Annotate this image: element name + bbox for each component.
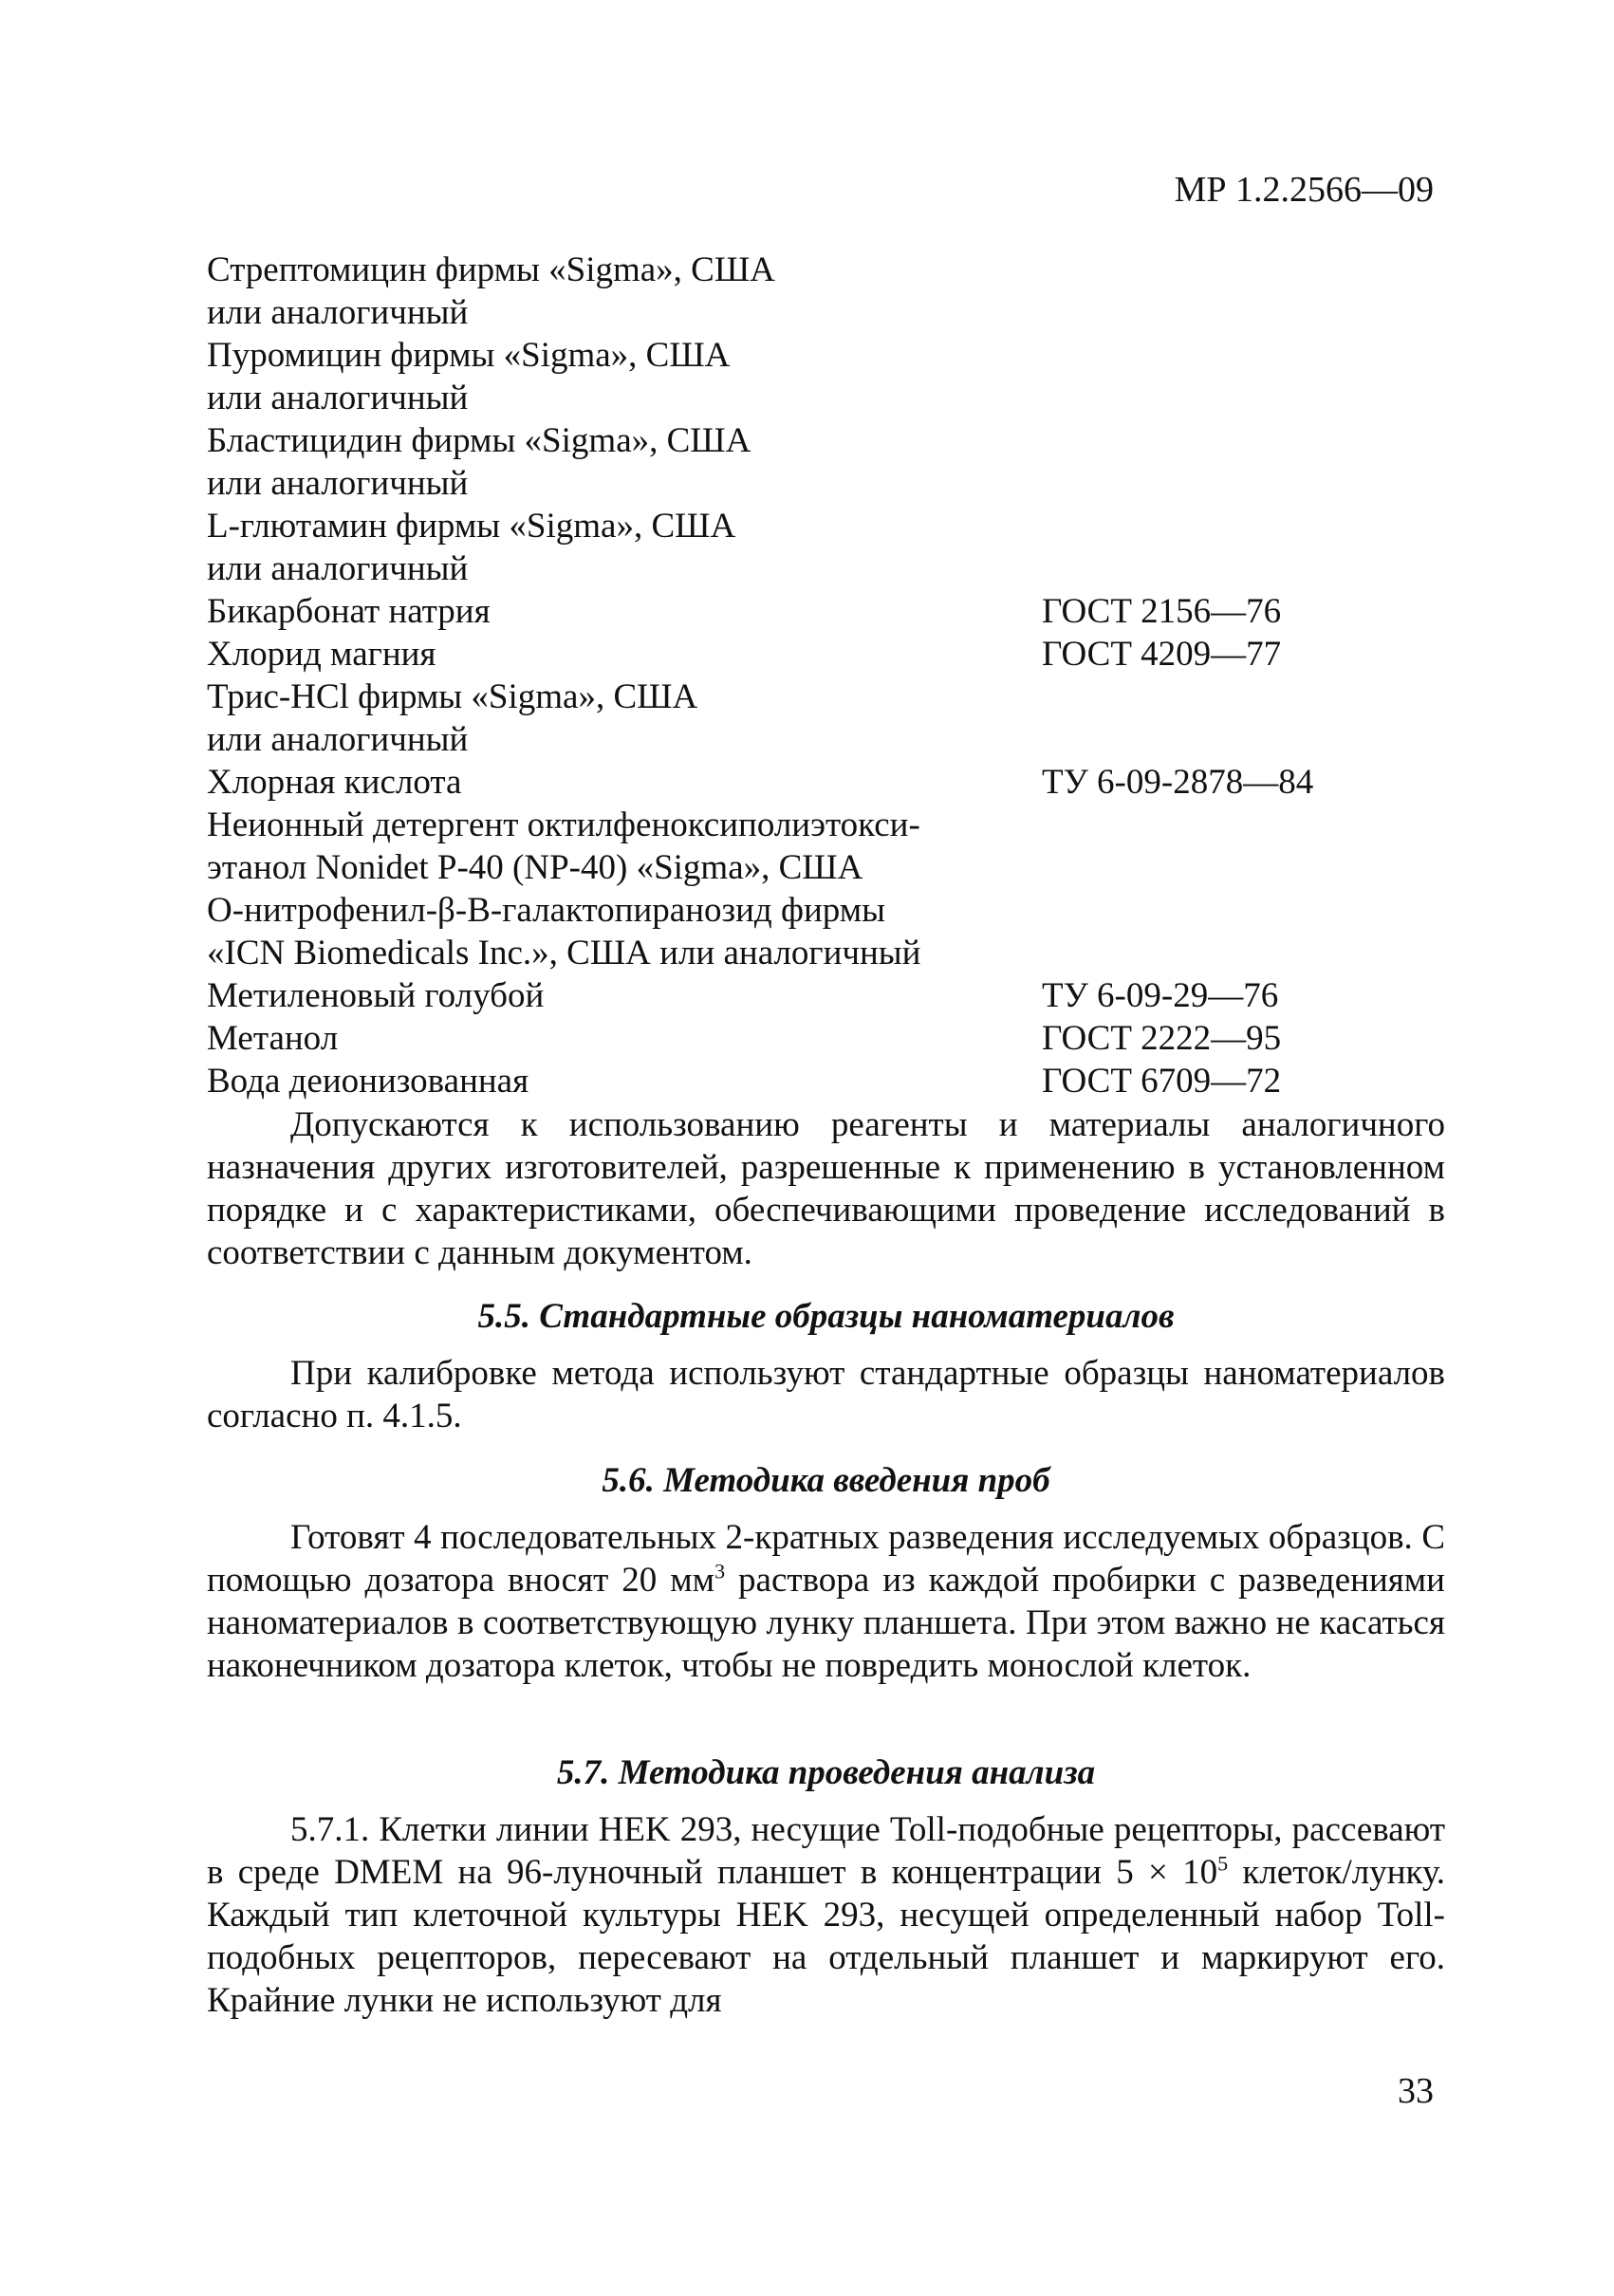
section-heading-5-7: 5.7. Методика проведения анализа xyxy=(556,1753,1096,1792)
section-5-7-text xyxy=(207,1808,1445,2022)
material-standard: ГОСТ 6709—72 xyxy=(1042,1062,1282,1101)
section-5-5-text: При калибровке метода используют стандартные образцы наноматериалов согласно п. 4.1.5. xyxy=(207,1354,1445,1435)
material-name: Метанол xyxy=(207,1019,339,1058)
section-heading-5-5: 5.5. Стандартные образцы наноматериалов xyxy=(477,1297,1175,1336)
material-name: Неионный детергент октилфеноксиполиэтокси- xyxy=(207,805,920,844)
material-row xyxy=(207,462,1459,505)
superscript: 5 xyxy=(1217,1851,1229,1876)
material-name: или аналогичный xyxy=(207,720,469,759)
material-row xyxy=(207,846,1459,889)
material-name: Вода деионизованная xyxy=(207,1062,529,1101)
material-name: «ICN Biomedicals Inc.», США или аналогичный xyxy=(207,934,921,972)
material-row xyxy=(207,676,1459,718)
material-row xyxy=(207,334,1459,377)
material-name: или аналогичный xyxy=(207,464,469,503)
section-heading-5-6: 5.6. Методика введения проб xyxy=(602,1461,1050,1500)
document-code: МР 1.2.2566—09 xyxy=(1174,170,1434,210)
material-name: или аналогичный xyxy=(207,293,469,332)
material-name: Хлорид магния xyxy=(207,635,436,674)
page-number: 33 xyxy=(1398,2071,1434,2111)
material-name: Хлорная кислота xyxy=(207,763,462,802)
material-row xyxy=(207,804,1459,846)
section-5-6-text xyxy=(207,1516,1445,1687)
material-row xyxy=(207,419,1459,462)
section-5-6-text-part: раствора из каждой пробирки с разведениями наноматериалов в соответствующую лунку планшета. При этом важно не касаться наконечником дозатора клеток, чтобы не повредить монослой клеток. xyxy=(207,1561,1445,1685)
material-row xyxy=(207,718,1459,761)
material-name: Пуромицин фирмы «Sigma», США xyxy=(207,336,731,375)
materials-list xyxy=(207,249,1459,1102)
section-5-7-text-part: клеток/лунку. Каждый тип клеточной культуры HEK 293, несущей определенный набор Toll-подобных рецепторов, пересевают на отдельный планшет и маркируют его. Крайние лунки не используют для xyxy=(207,1853,1445,2020)
material-standard: ТУ 6-09-29—76 xyxy=(1042,976,1279,1015)
material-standard: ТУ 6-09-2878—84 xyxy=(1042,763,1314,802)
material-row xyxy=(207,932,1459,974)
material-name: Бикарбонат натрия xyxy=(207,592,491,631)
superscript: 3 xyxy=(714,1559,726,1583)
material-name: Метиленовый голубой xyxy=(207,976,545,1015)
material-row xyxy=(207,590,1459,633)
material-name: Трис-HCl фирмы «Sigma», США xyxy=(207,677,698,716)
material-standard: ГОСТ 2156—76 xyxy=(1042,592,1282,631)
material-name: этанол Nonidet P-40 (NP-40) «Sigma», США xyxy=(207,848,863,887)
material-row xyxy=(207,505,1459,547)
material-row xyxy=(207,547,1459,590)
material-name: или аналогичный xyxy=(207,549,469,588)
material-name: О-нитрофенил-β-В-галактопиранозид фирмы xyxy=(207,891,885,930)
material-row xyxy=(207,249,1459,291)
material-row xyxy=(207,1060,1459,1102)
material-name: Стрептомицин фирмы «Sigma», США xyxy=(207,250,775,289)
note-paragraph: Допускаются к использованию реагенты и материалы аналогичного назначения других изготовителей, разрешенные к применению в установленном порядке и с характеристиками, обеспечивающими проведение исследований в соответствии с данным документом. xyxy=(207,1105,1445,1272)
material-name: L-глютамин фирмы «Sigma», США xyxy=(207,507,736,546)
section-5-6-text-part: Готовят 4 последовательных 2-кратных разведения исследуемых образцов. С помощью дозатора вносят 20 мм xyxy=(207,1518,1445,1600)
material-standard: ГОСТ 2222—95 xyxy=(1042,1019,1282,1058)
material-name: Бластицидин фирмы «Sigma», США xyxy=(207,421,751,460)
material-standard: ГОСТ 4209—77 xyxy=(1042,635,1282,674)
material-row xyxy=(207,633,1459,676)
material-row xyxy=(207,761,1459,804)
material-row xyxy=(207,291,1459,334)
material-row xyxy=(207,974,1459,1017)
section-5-7-text-part: 5.7.1. Клетки линии HEK 293, несущие Toll-подобные рецепторы, рассевают в среде DMEM на 96-луночный планшет в концентрации 5 × 10 xyxy=(207,1810,1445,1892)
material-row xyxy=(207,1017,1459,1060)
material-row xyxy=(207,889,1459,932)
material-name: или аналогичный xyxy=(207,379,469,417)
material-row xyxy=(207,377,1459,419)
